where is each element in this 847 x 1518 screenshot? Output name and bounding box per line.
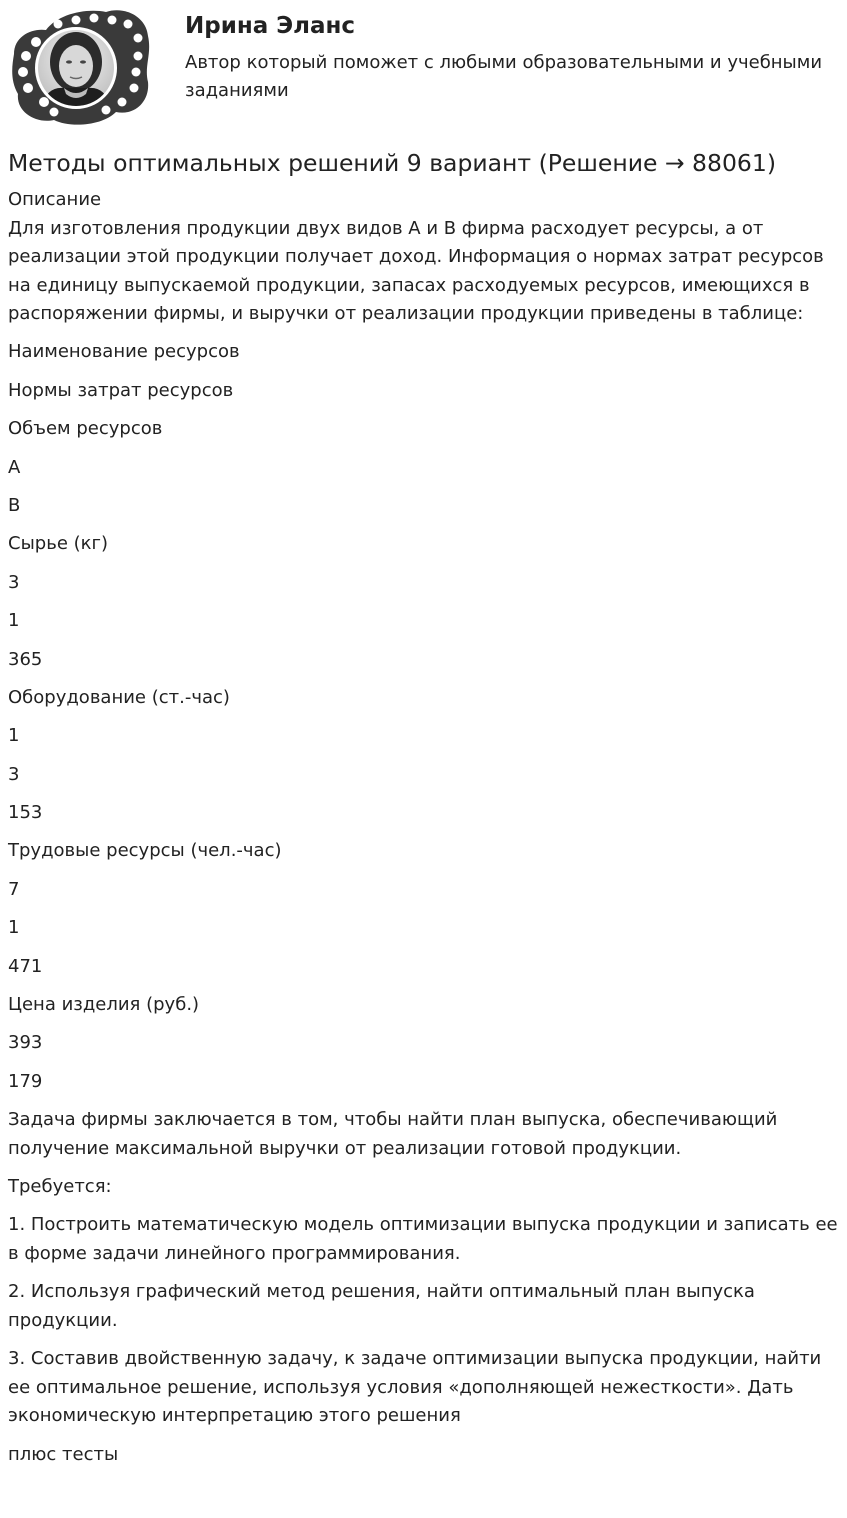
table-cell: 471 bbox=[8, 955, 43, 977]
table-cell: Сырье (кг) bbox=[8, 533, 108, 555]
table-cell: 153 bbox=[8, 802, 43, 824]
table-cell: Объем ресурсов bbox=[8, 418, 163, 440]
document-body bbox=[8, 186, 838, 1469]
table-cell: B bbox=[8, 494, 21, 516]
table-cell: 365 bbox=[8, 648, 43, 670]
author-avatar[interactable] bbox=[6, 6, 152, 128]
step-item: 2. Используя графический метод решения, найти оптимальный план выпуска продукции. bbox=[8, 1281, 755, 1331]
author-name[interactable]: Ирина Эланс bbox=[185, 13, 356, 39]
table-cell: 1 bbox=[8, 917, 20, 939]
intro-paragraph: Для изготовления продукции двух видов A и B фирма расходует ресурсы, а от реализации этой продукции получает доход. Информация о нормах затрат ресурсов на единицу выпускаемой продукции, запасах расходуемых ресурсов, имеющихся в распоряжении фирмы, и выручки от реализации продукции приведены в таблице: bbox=[8, 217, 824, 324]
resource-table-cells bbox=[8, 338, 838, 1096]
table-cell: 179 bbox=[8, 1070, 43, 1092]
table-cell: Наименование ресурсов bbox=[8, 341, 240, 363]
table-cell: Нормы затрат ресурсов bbox=[8, 379, 234, 401]
table-cell: Цена изделия (руб.) bbox=[8, 994, 200, 1016]
film-reel-avatar-icon bbox=[6, 6, 152, 128]
table-cell: 3 bbox=[8, 763, 20, 785]
required-label: Требуется: bbox=[8, 1176, 112, 1198]
step-item: 1. Построить математическую модель оптимизации выпуска продукции и записать ее в форме задачи линейного программирования. bbox=[8, 1214, 838, 1264]
table-cell: 393 bbox=[8, 1032, 43, 1054]
task-paragraph: Задача фирмы заключается в том, чтобы найти план выпуска, обеспечивающий получение максимальной выручки от реализации готовой продукции. bbox=[8, 1109, 778, 1159]
table-cell: A bbox=[8, 456, 21, 478]
description-label: Описание bbox=[8, 189, 102, 210]
table-cell: Оборудование (ст.-час) bbox=[8, 686, 230, 708]
author-description: Автор который поможет с любыми образовательными и учебными заданиями bbox=[185, 52, 823, 101]
table-cell: 3 bbox=[8, 571, 20, 593]
page-title: Методы оптимальных решений 9 вариант (Решение → 88061) bbox=[8, 149, 776, 177]
table-cell: 1 bbox=[8, 725, 20, 747]
step-item: 3. Составив двойственную задачу, к задаче оптимизации выпуска продукции, найти ее оптимальное решение, используя условия «дополняющей нежесткости». Дать экономическую интерпретацию этого решения bbox=[8, 1348, 822, 1427]
table-cell: Трудовые ресурсы (чел.-час) bbox=[8, 840, 282, 862]
author-header bbox=[0, 0, 847, 140]
table-cell: 1 bbox=[8, 610, 20, 632]
table-cell: 7 bbox=[8, 878, 20, 900]
footer-note: плюс тесты bbox=[8, 1443, 119, 1465]
